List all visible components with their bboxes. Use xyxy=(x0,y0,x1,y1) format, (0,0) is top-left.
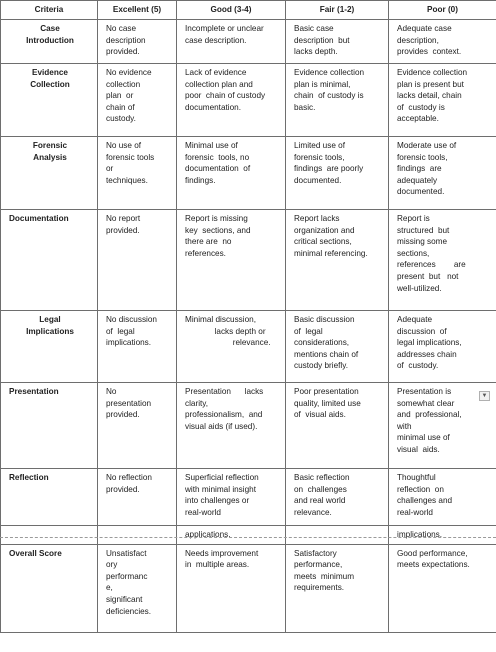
documentation-good-cell: Report is missing key sections, and there are no references. xyxy=(177,210,286,311)
reflection-excellent-cell: No reflection provided. xyxy=(98,469,177,526)
case-introduction-excellent-cell: No case description provided. xyxy=(98,20,177,64)
reflection-fair-cell: Basic reflection on challenges and real world relevance. xyxy=(286,469,389,526)
case-introduction-good-cell: Incomplete or unclear case description. xyxy=(177,20,286,64)
overall-score-poor-cell: Good performance, meets expectations. xyxy=(389,544,496,632)
header-criteria: Criteria xyxy=(1,1,98,20)
evidence-collection-fair-cell: Evidence collection plan is minimal, chain of custody is basic. xyxy=(286,64,389,137)
presentation-fair-cell: Poor presentation quality, limited use of visual aids. xyxy=(286,383,389,469)
legal-implications-good-cell: Minimal discussion, lacks depth or relevance. xyxy=(177,311,286,383)
dropdown-arrow-icon[interactable]: ▼ xyxy=(479,391,490,401)
presentation-good-cell: Presentation lacks clarity, professionalism, and visual aids (if used). xyxy=(177,383,286,469)
row-reflection-continued xyxy=(1,526,496,545)
case-introduction-poor-cell: Adequate case description, provides context. xyxy=(389,20,496,64)
reflection-continued-excellent-cell xyxy=(98,526,177,545)
forensic-analysis-excellent-cell: No use of forensic tools or techniques. xyxy=(98,137,177,210)
legal-implications-poor-cell: Adequate discussion of legal implications, addresses chain of custody. xyxy=(389,311,496,383)
overall-score-good-cell: Needs improvement in multiple areas. xyxy=(177,544,286,632)
case-introduction-criteria-cell: Case Introduction xyxy=(1,20,98,64)
legal-implications-excellent-cell: No discussion of legal implications. xyxy=(98,311,177,383)
presentation-excellent-cell: No presentation provided. xyxy=(98,383,177,469)
evidence-collection-criteria-cell: Evidence Collection xyxy=(1,64,98,137)
presentation-poor-cell: Presentation is somewhat clear and professional, with minimal use of visual aids. xyxy=(389,383,496,469)
row-forensic-analysis xyxy=(1,137,496,210)
forensic-analysis-fair-cell: Limited use of forensic tools, findings are poorly documented. xyxy=(286,137,389,210)
overall-score-excellent-cell: Unsatisfact ory performanc e, significant deficiencies. xyxy=(98,544,177,632)
evidence-collection-good-cell: Lack of evidence collection plan and poor chain of custody documentation. xyxy=(177,64,286,137)
reflection-criteria-cell: Reflection xyxy=(1,469,98,526)
header-excellent: Excellent (5) xyxy=(98,1,177,20)
page-break-line xyxy=(0,537,496,538)
row-presentation xyxy=(1,383,496,469)
reflection-poor-cell: Thoughtful reflection on challenges and real-world xyxy=(389,469,496,526)
reflection-continued-poor-cell: implications. xyxy=(389,526,496,545)
row-evidence-collection xyxy=(1,64,496,137)
documentation-excellent-cell: No report provided. xyxy=(98,210,177,311)
row-legal-implications xyxy=(1,311,496,383)
row-reflection xyxy=(1,469,496,526)
presentation-criteria-cell: Presentation xyxy=(1,383,98,469)
reflection-good-cell: Superficial reflection with minimal insight into challenges or real-world xyxy=(177,469,286,526)
evidence-collection-poor-cell: Evidence collection plan is present but lacks detail, chain of custody is acceptable. xyxy=(389,64,496,137)
row-overall-score xyxy=(1,544,496,632)
header-row xyxy=(1,1,496,20)
legal-implications-criteria-cell: Legal Implications xyxy=(1,311,98,383)
documentation-fair-cell: Report lacks organization and critical sections, minimal referencing. xyxy=(286,210,389,311)
forensic-analysis-criteria-cell: Forensic Analysis xyxy=(1,137,98,210)
header-fair: Fair (1-2) xyxy=(286,1,389,20)
header-poor: Poor (0) xyxy=(389,1,496,20)
overall-score-fair-cell: Satisfactory performance, meets minimum requirements. xyxy=(286,544,389,632)
row-case-introduction xyxy=(1,20,496,64)
documentation-criteria-cell: Documentation xyxy=(1,210,98,311)
evidence-collection-excellent-cell: No evidence collection plan or chain of custody. xyxy=(98,64,177,137)
forensic-analysis-poor-cell: Moderate use of forensic tools, findings are adequately documented. xyxy=(389,137,496,210)
header-good: Good (3-4) xyxy=(177,1,286,20)
case-introduction-fair-cell: Basic case description but lacks depth. xyxy=(286,20,389,64)
documentation-poor-cell: Report is structured but missing some sections, references are present but not well-utilized. xyxy=(389,210,496,311)
legal-implications-fair-cell: Basic discussion of legal considerations, mentions chain of custody briefly. xyxy=(286,311,389,383)
row-documentation xyxy=(1,210,496,311)
reflection-continued-criteria-cell xyxy=(1,526,98,545)
reflection-continued-fair-cell xyxy=(286,526,389,545)
overall-score-criteria-cell: Overall Score xyxy=(1,544,98,632)
forensic-analysis-good-cell: Minimal use of forensic tools, no documentation of findings. xyxy=(177,137,286,210)
reflection-continued-good-cell: applications. xyxy=(177,526,286,545)
